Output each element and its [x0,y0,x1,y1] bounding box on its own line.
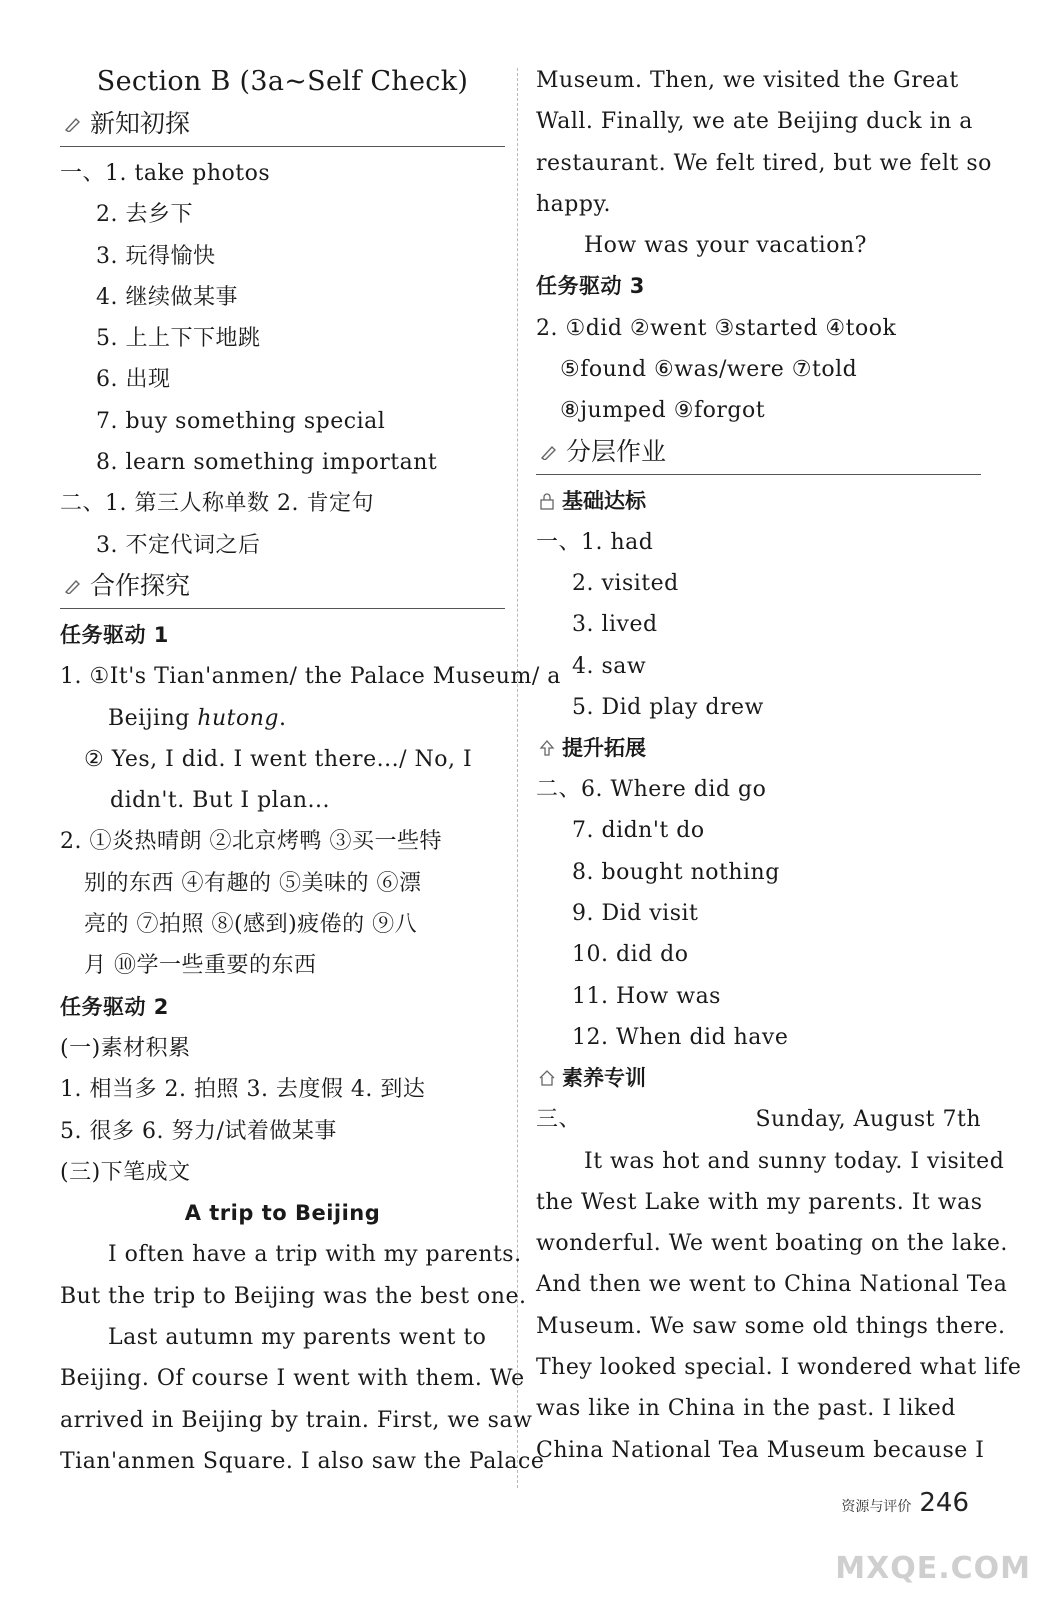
pencil-icon [540,444,558,460]
answer-line: 9. Did visit [572,901,699,927]
answer-line: 5. Did play drew [572,694,764,720]
answer-line: 3. 不定代词之后 [96,532,261,558]
diary-line: was like in China in the past. I liked [536,1396,956,1422]
answer-line: (一)素材积累 [60,1035,191,1061]
answer-line: 6. 出现 [96,367,171,393]
essay-line: Beijing. Of course I went with them. We [60,1366,525,1392]
pencil-icon [64,578,82,594]
text-span: . [279,705,287,731]
diary-header-line [536,1099,981,1140]
section-title: Section B (3a~Self Check) [96,66,469,97]
text-span: Beijing [108,705,198,731]
answer-line: 1. 相当多 2. 拍照 3. 去度假 4. 到达 [60,1077,426,1103]
answer-line: 8. bought nothing [572,859,780,885]
answer-line: 亮的 ⑦拍照 ⑧(感到)疲倦的 ⑨八 [84,912,418,938]
essay-line: restaurant. We felt tired, but we felt so [536,150,992,176]
task-heading: 任务驱动 1 [60,622,169,647]
question-number: 三、 [536,1107,582,1133]
essay-line: Museum. Then, we visited the Great [536,68,959,93]
section-heading-new-knowledge [60,104,505,147]
page-number: 246 [919,1488,969,1518]
section-heading-homework [536,432,981,475]
essay-line: happy. [536,191,611,217]
answer-line: 2. 去乡下 [96,202,193,228]
section-heading-label: 合作探究 [90,570,191,600]
diary-date: Sunday, August 7th [755,1107,981,1133]
answer-line: 7. didn't do [572,818,705,844]
diary-line: Museum. We saw some old things there. [536,1313,1006,1339]
section-heading-label: 新知初探 [90,109,191,138]
answer-line: 别的东西 ④有趣的 ⑤美味的 ⑥漂 [84,870,422,896]
answer-line: 2. ①炎热晴朗 ②北京烤鸭 ③买一些特 [60,829,442,855]
answer-line: 12. When did have [572,1024,789,1050]
subsection-label: 提升拓展 [562,736,646,761]
answer-line: 2. ①did ②went ③started ④took [536,315,897,341]
diary-line: And then we went to China National Tea [536,1272,1008,1298]
answer-line: 3. 玩得愉快 [96,243,216,269]
answer-line: (三)下笔成文 [60,1159,191,1185]
answer-line: 2. visited [572,570,679,596]
answer-line: ② Yes, I did. I went there.../ No, I [84,746,473,772]
house-icon [538,1069,556,1087]
lock-icon [538,492,556,510]
answer-line: didn't. But I plan... [110,788,330,814]
answer-line: 5. 很多 6. 努力/试着做某事 [60,1118,337,1144]
answer-line: 4. saw [572,653,647,679]
answer-line: 二、1. 第三人称单数 2. 肯定句 [60,491,374,517]
subsection-label: 素养专训 [562,1066,646,1091]
answer-line: 5. 上上下下地跳 [96,326,261,352]
answer-line: 1. ①It's Tian'anmen/ the Palace Museum/ a [60,664,561,690]
page-footer [841,1488,969,1518]
answer-line: 一、1. had [536,529,654,555]
subsection-advanced [536,728,981,769]
answer-line: 一、1. take photos [60,161,271,186]
subsection-literacy [536,1058,981,1099]
answer-line: 7. buy something special [96,408,386,434]
diary-line: It was hot and sunny today. I visited [584,1148,1005,1174]
italic-word: hutong [197,705,280,731]
answer-line: 4. 继续做某事 [96,284,238,310]
answer-line: 月 ⑩学一些重要的东西 [84,953,317,979]
answer-line: 8. learn something important [96,450,438,476]
left-column [60,60,561,1482]
essay-line: Tian'anmen Square. I also saw the Palace [60,1448,545,1474]
answer-line: ⑤found ⑥was/were ⑦told [560,357,858,383]
arrow-up-icon [538,739,556,757]
essay-line: But the trip to Beijing was the best one. [60,1283,527,1309]
watermark: MXQE.COM [835,1551,1031,1586]
diary-line: wonderful. We went boating on the lake. [536,1231,1008,1257]
subsection-label: 基础达标 [562,488,646,513]
task-heading: 任务驱动 2 [60,994,169,1019]
essay-line: Wall. Finally, we ate Beijing duck in a [536,109,973,135]
diary-line: China National Tea Museum because I [536,1437,985,1463]
essay-line: How was your vacation? [584,233,867,259]
diary-line: They looked special. I wondered what life [536,1355,1022,1381]
answer-line [60,698,505,739]
diary-line: the West Lake with my parents. It was [536,1189,983,1215]
answer-line: 11. How was [572,983,721,1009]
section-heading-label: 分层作业 [566,436,667,466]
essay-line: Last autumn my parents went to [108,1325,487,1351]
answer-line: 10. did do [572,942,689,968]
task-heading: 任务驱动 3 [536,274,645,299]
answer-line: 3. lived [572,612,658,638]
footer-label: 资源与评价 [841,1499,912,1515]
subsection-basic [536,481,981,522]
right-column [536,60,1022,1471]
essay-line: arrived in Beijing by train. First, we saw [60,1407,533,1433]
answer-line: ⑧jumped ⑨forgot [560,398,766,424]
essay-title: A trip to Beijing [184,1201,381,1226]
section-heading-cooperation [60,566,505,609]
pencil-icon [64,116,82,132]
essay-line: I often have a trip with my parents. [108,1242,522,1268]
answer-line: 二、6. Where did go [536,777,767,803]
